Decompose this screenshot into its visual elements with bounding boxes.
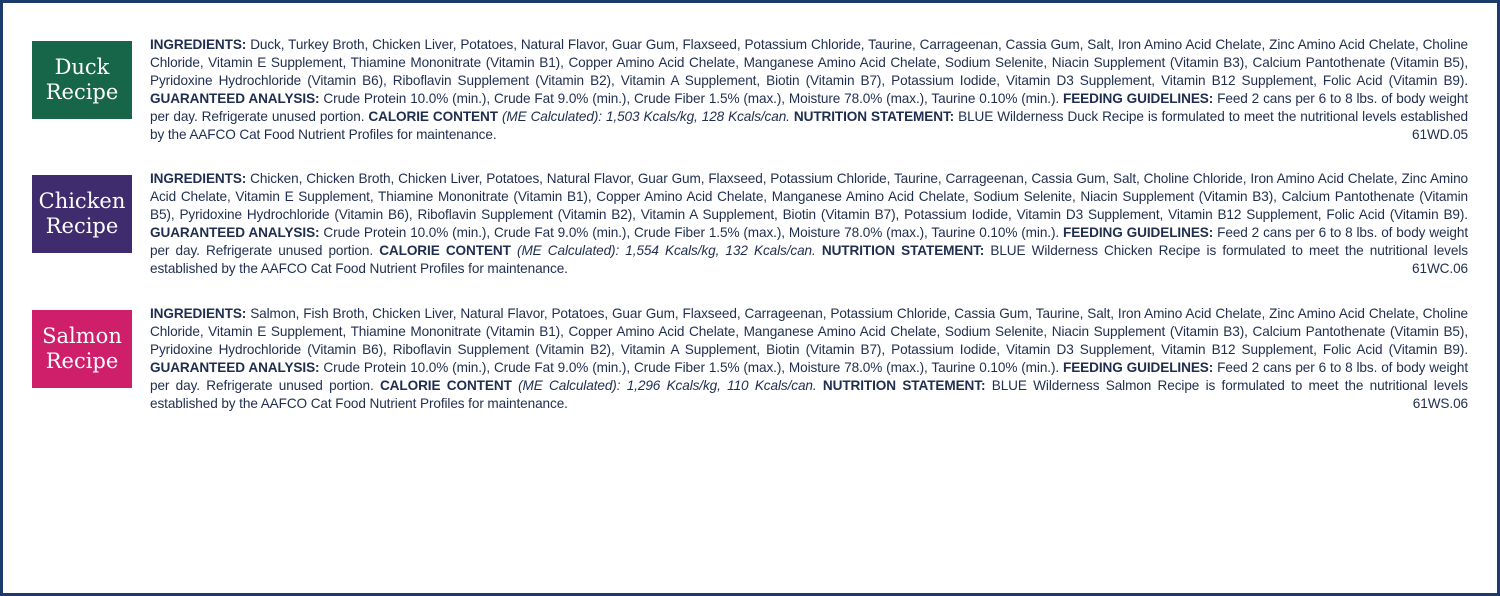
- calorie-text: (ME Calculated): 1,296 Kcals/kg, 110 Kcals/can.: [518, 378, 817, 393]
- badge-line-2: Recipe: [45, 214, 119, 238]
- nutrition-text: BLUE Wilderness Duck Recipe is formulated to meet the nutritional levels established by the AAFCO Cat Food Nutrient Profiles for maintenance.: [150, 109, 1469, 142]
- product-code: 61WC.06: [1412, 261, 1468, 276]
- feeding-label: FEEDING GUIDELINES:: [1063, 91, 1214, 106]
- feeding-label: FEEDING GUIDELINES:: [1063, 225, 1214, 240]
- recipe-badge-salmon: [32, 310, 132, 388]
- badge-line-1: Chicken: [38, 189, 126, 213]
- recipe-text-salmon: [150, 305, 1468, 413]
- feeding-text: Feed 2 cans per 6 to 8 lbs. of body weight per day. Refrigerate unused portion.: [150, 225, 1468, 258]
- ingredients-list: Salmon, Fish Broth, Chicken Liver, Natural Flavor, Potatoes, Guar Gum, Flaxseed, Carrageenan, Potassium Chloride, Cassia Gum, Taurine, Salt, Iron Amino Acid Chelate, Zinc Amino Acid Chelate, Choline Chloride, Vitamin E Supplement, Thiamine Mononitrate (Vitamin B1), Copper Amino Acid Chelate, Manganese Amino Acid Chelate, Sodium Selenite, Niacin Supplement (Vitamin B3), Calcium Pantothenate (Vitamin B5), Pyridoxine Hydrochloride (Vitamin B6), Riboflavin Supplement (Vitamin B2), Vitamin A Supplement, Biotin (Vitamin B7), Potassium Iodide, Vitamin D3 Supplement, Vitamin B12 Supplement, Folic Acid (Vitamin B9).: [150, 306, 1468, 357]
- analysis-label: GUARANTEED ANALYSIS:: [150, 91, 320, 106]
- calorie-text: (ME Calculated): 1,503 Kcals/kg, 128 Kcals/can.: [501, 109, 790, 124]
- calorie-label: CALORIE CONTENT: [379, 378, 512, 393]
- badge-line-2: Recipe: [45, 349, 119, 373]
- nutrition-text: BLUE Wilderness Chicken Recipe is formulated to meet the nutritional levels established by the AAFCO Cat Food Nutrient Profiles for maintenance.: [150, 243, 1468, 276]
- nutrition-label: NUTRITION STATEMENT:: [821, 243, 985, 258]
- ingredients-label: INGREDIENTS:: [150, 37, 247, 52]
- product-code: 61WS.06: [1412, 396, 1468, 411]
- calorie-text: (ME Calculated): 1,554 Kcals/kg, 132 Kcals/can.: [517, 243, 816, 258]
- calorie-label: CALORIE CONTENT: [379, 243, 511, 258]
- feeding-text: Feed 2 cans per 6 to 8 lbs. of body weight per day. Refrigerate unused portion.: [150, 91, 1468, 124]
- ingredients-label: INGREDIENTS:: [150, 306, 247, 321]
- analysis-label: GUARANTEED ANALYSIS:: [150, 225, 320, 240]
- nutrition-label: NUTRITION STATEMENT:: [793, 109, 955, 124]
- nutrition-text: BLUE Wilderness Salmon Recipe is formulated to meet the nutritional levels established by the AAFCO Cat Food Nutrient Profiles for maintenance.: [150, 378, 1468, 411]
- badge-line-1: Duck: [54, 55, 110, 79]
- analysis-label: GUARANTEED ANALYSIS:: [150, 360, 320, 375]
- ingredients-list: Duck, Turkey Broth, Chicken Liver, Potatoes, Natural Flavor, Guar Gum, Flaxseed, Potassium Chloride, Taurine, Carrageenan, Cassia Gum, Salt, Iron Amino Acid Chelate, Zinc Amino Acid Chelate, Choline Chloride, Vitamin E Supplement, Thiamine Mononitrate (Vitamin B1), Copper Amino Acid Chelate, Manganese Amino Acid Chelate, Sodium Selenite, Niacin Supplement (Vitamin B3), Calcium Pantothenate (Vitamin B5), Pyridoxine Hydrochloride (Vitamin B6), Riboflavin Supplement (Vitamin B2), Vitamin A Supplement, Biotin (Vitamin B7), Potassium Iodide, Vitamin D3 Supplement, Vitamin B12 Supplement, Folic Acid (Vitamin B9).: [150, 37, 1468, 88]
- badge-line-2: Recipe: [45, 80, 119, 104]
- product-code: 61WD.05: [1412, 127, 1468, 142]
- recipe-badge-chicken: [32, 175, 132, 253]
- ingredients-label: INGREDIENTS:: [150, 171, 247, 186]
- nutrition-label: NUTRITION STATEMENT:: [822, 378, 986, 393]
- recipe-badge-duck: [32, 41, 132, 119]
- feeding-text: Feed 2 cans per 6 to 8 lbs. of body weight per day. Refrigerate unused portion.: [150, 360, 1468, 393]
- recipe-text-duck: [150, 36, 1468, 144]
- badge-line-1: Salmon: [42, 324, 122, 348]
- ingredients-list: Chicken, Chicken Broth, Chicken Liver, Potatoes, Natural Flavor, Guar Gum, Flaxseed, Potassium Chloride, Taurine, Carrageenan, Cassia Gum, Salt, Choline Chloride, Iron Amino Acid Chelate, Zinc Amino Acid Chelate, Vitamin E Supplement, Thiamine Mononitrate (Vitamin B1), Copper Amino Acid Chelate, Manganese Amino Acid Chelate, Sodium Selenite, Niacin Supplement (Vitamin B3), Calcium Pantothenate (Vitamin B5), Pyridoxine Hydrochloride (Vitamin B6), Riboflavin Supplement (Vitamin B2), Vitamin A Supplement, Biotin (Vitamin B7), Potassium Iodide, Vitamin D3 Supplement, Vitamin B12 Supplement, Folic Acid (Vitamin B9).: [150, 171, 1468, 222]
- calorie-label: CALORIE CONTENT: [368, 109, 498, 124]
- recipe-text-chicken: [150, 170, 1468, 278]
- analysis-text: Crude Protein 10.0% (min.), Crude Fat 9.0% (min.), Crude Fiber 1.5% (max.), Moisture 78.0% (max.), Taurine 0.10% (min.).: [323, 91, 1060, 106]
- feeding-label: FEEDING GUIDELINES:: [1063, 360, 1214, 375]
- analysis-text: Crude Protein 10.0% (min.), Crude Fat 9.0% (min.), Crude Fiber 1.5% (max.), Moisture 78.0% (max.), Taurine 0.10% (min.).: [323, 360, 1060, 375]
- analysis-text: Crude Protein 10.0% (min.), Crude Fat 9.0% (min.), Crude Fiber 1.5% (max.), Moisture 78.0% (max.), Taurine 0.10% (min.).: [323, 225, 1060, 240]
